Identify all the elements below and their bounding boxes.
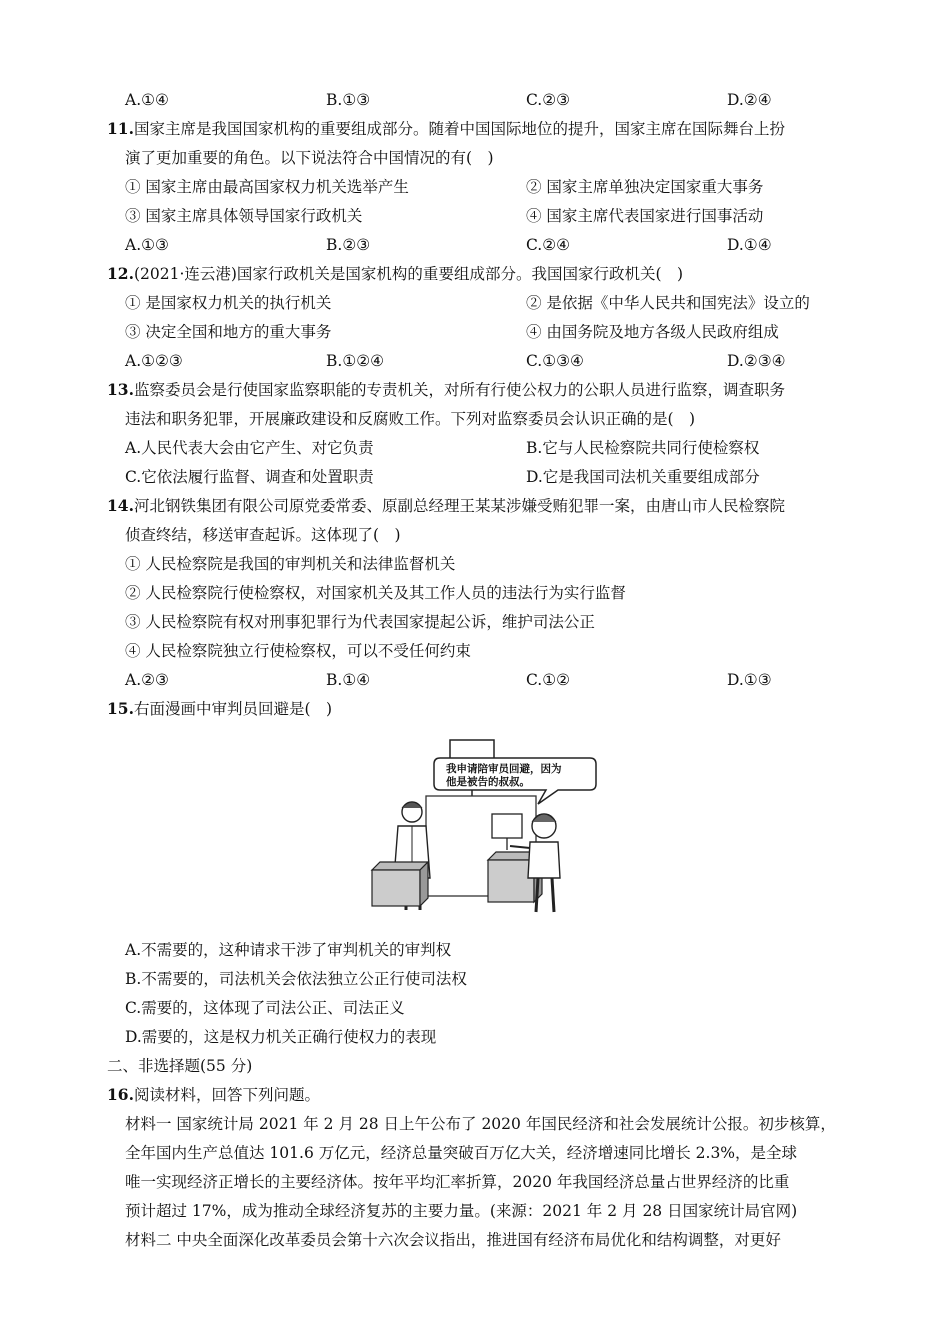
q13-stem-line2: 违法和职务犯罪，开展廉政建设和反腐败工作。下列对监察委员会认识正确的是( )	[125, 410, 696, 428]
q15-option-a: A.不需要的，这种请求干涉了审判机关的审判权	[125, 941, 452, 959]
q12-option-c: C.①③④	[526, 352, 584, 370]
q11-option-b: B.②③	[326, 236, 371, 254]
q13-number: 13.	[107, 380, 134, 399]
q14-item-2: ② 人民检察院行使检察权，对国家机关及其工作人员的违法行为实行监督	[125, 584, 626, 602]
q15-option-b: B.不需要的，司法机关会依法独立公正行使司法权	[125, 970, 467, 988]
q15-stem	[107, 699, 332, 719]
q11-item-1: ① 国家主席由最高国家权力机关选举产生	[125, 178, 409, 196]
q10-option-a: A.①④	[125, 91, 169, 109]
q12-item-3: ③ 决定全国和地方的重大事务	[125, 323, 332, 341]
q16-stem	[107, 1085, 320, 1105]
q13-stem-line1: 监察委员会是行使国家监察职能的专责机关，对所有行使公权力的公职人员进行监察，调查职务	[133, 381, 785, 399]
q14-option-c: C.①②	[526, 671, 571, 689]
q12-item-1: ① 是国家权力机关的执行机关	[125, 294, 332, 312]
q12-stem-line1: (2021·连云港)国家行政机关是国家机构的重要组成部分。我国国家行政机关( )	[133, 265, 684, 283]
q14-option-b: B.①④	[326, 671, 371, 689]
q16-stem-line1: 阅读材料，回答下列问题。	[133, 1086, 320, 1104]
q13-stem	[107, 380, 785, 400]
q11-stem-line2: 演了更加重要的角色。以下说法符合中国情况的有( )	[125, 149, 494, 167]
section-heading: 二、非选择题(55 分)	[107, 1057, 253, 1075]
q15-option-c: C.需要的，这体现了司法公正、司法正义	[125, 999, 405, 1017]
q12-option-b: B.①②④	[326, 352, 385, 370]
q11-stem	[107, 119, 785, 139]
q14-stem-line1: 河北钢铁集团有限公司原党委常委、原副总经理王某某涉嫌受贿犯罪一案，由唐山市人民检察院	[133, 497, 785, 515]
q12-item-2: ② 是依据《中华人民共和国宪法》设立的	[526, 294, 810, 312]
q11-option-a: A.①③	[125, 236, 169, 254]
q10-option-c: C.②③	[526, 91, 571, 109]
q12-item-4: ④ 由国务院及地方各级人民政府组成	[526, 323, 779, 341]
q14-stem	[107, 496, 785, 516]
q14-number: 14.	[107, 496, 134, 515]
q15-number: 15.	[107, 699, 134, 718]
bubble-text-line1: 我申请陪审员回避，因为	[446, 763, 562, 775]
q13-option-d: D.它是我国司法机关重要组成部分	[526, 468, 760, 486]
q14-option-a: A.②③	[125, 671, 169, 689]
q11-item-2: ② 国家主席单独决定国家重大事务	[526, 178, 764, 196]
q14-item-4: ④ 人民检察院独立行使检察权，可以不受任何约束	[125, 642, 471, 660]
q16-material1-line2: 全年国内生产总值达 101.6 万亿元，经济总量突破百万亿大关，经济增速同比增长 2.3%，是全球	[125, 1144, 798, 1162]
q16-material1-line1: 材料一 国家统计局 2021 年 2 月 28 日上午公布了 2020 年国民经济和社会发展统计公报。初步核算，	[125, 1115, 836, 1133]
q11-item-4: ④ 国家主席代表国家进行国事活动	[526, 207, 764, 225]
bubble-text-line2: 他是被告的叔叔。	[446, 776, 530, 788]
q13-option-b: B.它与人民检察院共同行使检察权	[526, 439, 760, 457]
q10-option-b: B.①③	[326, 91, 371, 109]
q15-stem-line1: 右面漫画中审判员回避是( )	[133, 700, 333, 718]
q13-option-c: C.它依法履行监督、调查和处置职责	[125, 468, 374, 486]
q14-item-3: ③ 人民检察院有权对刑事犯罪行为代表国家提起公诉，维护司法公正	[125, 613, 595, 631]
q14-item-1: ① 人民检察院是我国的审判机关和法律监督机关	[125, 555, 456, 573]
q12-option-d: D.②③④	[727, 352, 786, 370]
q16-material1-line4: 预计超过 17%，成为推动全球经济复苏的主要力量。(来源：2021 年 2 月 28 日国家统计局官网)	[125, 1202, 798, 1220]
q11-option-d: D.①④	[727, 236, 772, 254]
q10-option-d: D.②④	[727, 91, 772, 109]
q13-option-a: A.人民代表大会由它产生、对它负责	[125, 439, 374, 457]
court-cartoon	[368, 738, 600, 918]
q11-number: 11.	[107, 119, 134, 138]
q16-material2-line1: 材料二 中央全面深化改革委员会第十六次会议指出，推进国有经济布局优化和结构调整，对更好	[125, 1231, 781, 1249]
q12-number: 12.	[107, 264, 134, 283]
q11-option-c: C.②④	[526, 236, 571, 254]
q11-item-3: ③ 国家主席具体领导国家行政机关	[125, 207, 363, 225]
q12-option-a: A.①②③	[125, 352, 183, 370]
q14-stem-line2: 侦查终结，移送审查起诉。这体现了( )	[125, 526, 401, 544]
q11-stem-line1: 国家主席是我国国家机构的重要组成部分。随着中国国际地位的提升，国家主席在国际舞台上扮	[133, 120, 785, 138]
q14-option-d: D.①③	[727, 671, 772, 689]
q16-material1-line3: 唯一实现经济正增长的主要经济体。按年平均汇率折算，2020 年我国经济总量占世界经济的比重	[125, 1173, 790, 1191]
q16-number: 16.	[107, 1085, 134, 1104]
q15-option-d: D.需要的，这是权力机关正确行使权力的表现	[125, 1028, 437, 1046]
q12-stem	[107, 264, 683, 284]
